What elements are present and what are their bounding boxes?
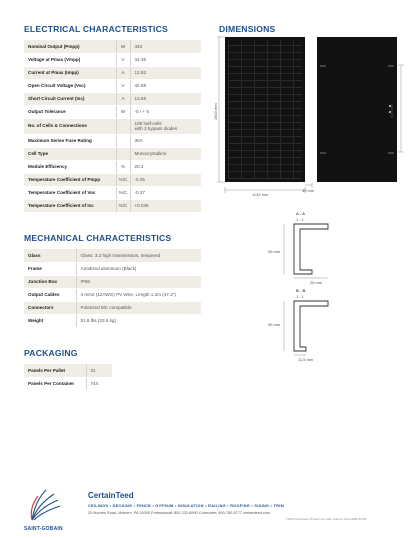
spec-value: 744 [86, 377, 112, 390]
spec-label: No. of Cells & Connections [24, 118, 116, 134]
spec-label: Temperature Coefficient of Isc [24, 199, 116, 212]
mechanical-characteristics-heading: MECHANICAL CHARACTERISTICS [24, 233, 172, 243]
spec-label: Output Tolerance [24, 105, 116, 118]
spec-unit: A [116, 92, 130, 105]
spec-value: 12.82 [130, 66, 201, 79]
spec-label: Weight [24, 314, 76, 327]
spec-value-line: 108 half-cells [134, 120, 162, 126]
electrical-characteristics-heading: ELECTRICAL CHARACTERISTICS [24, 24, 168, 34]
dimensions-heading: DIMENSIONS [219, 24, 276, 34]
section-bb-height-label: 35 mm [268, 322, 281, 327]
spec-label: Maximum Series Fuse Rating [24, 134, 116, 147]
section-bb-scale: 1 : 1 [296, 294, 304, 299]
section-bb-width-label: 11.5 mm [298, 357, 314, 362]
spec-label: Module Efficiency [24, 160, 116, 173]
panel-height-label: 1903 mm [213, 103, 218, 120]
spec-unit: % [116, 160, 130, 173]
product-tagline: CEILINGS • DECKING • FENCE • GYPSUM • INSULATION • RAILING • ROOFING • SIDING • TRIM [88, 504, 285, 508]
contact-address: 20 Moores Road, Malvern, PA 19355 Professional: 800-233-8990 Consumer: 800-782-8777 certainteed.com [88, 511, 271, 515]
spec-value: 20.4 [130, 160, 201, 173]
section-aa-label: A - A [296, 211, 306, 216]
spec-value-line: with 3 bypass diodes [134, 126, 178, 131]
panel-width-label: 1134 mm [252, 192, 269, 197]
spec-value: 4 mm2 (12AWG) PV Wire, Length 1.2m (47.2") [76, 288, 201, 301]
spec-value: 42.88 [130, 79, 201, 92]
packaging-heading: PACKAGING [24, 348, 78, 358]
spec-unit: V [116, 53, 130, 66]
spec-unit: V [116, 79, 130, 92]
spec-label: Cell Type [24, 147, 116, 160]
spec-label: Temperature Coefficient of Voc [24, 186, 116, 199]
panel-depth-label: 35 mm [302, 188, 315, 193]
spec-unit: %/C [116, 173, 130, 186]
spec-label: Output Cables [24, 288, 76, 301]
saint-gobain-wordmark: SAINT-GOBAIN [24, 526, 63, 532]
section-bb-label: B - B [296, 288, 306, 293]
mount-spacing-label: 800 mm [389, 103, 394, 118]
frame-profile-aa [270, 222, 340, 282]
spec-label: Open Circuit Voltage (Voc) [24, 79, 116, 92]
spec-value: 440 [130, 40, 201, 53]
spec-unit: %/C [116, 186, 130, 199]
spec-value: 31 [86, 364, 112, 377]
section-aa-scale: 1 : 1 [296, 217, 304, 222]
spec-label: Junction Box [24, 275, 76, 288]
spec-label: Temperature Coefficient of Pmpp [24, 173, 116, 186]
spec-value: Glass: 3.2 high transmission, tempered [76, 249, 201, 262]
spec-value: Polarized MC compatible [76, 301, 201, 314]
spec-label: Current at Pmax (Impp) [24, 66, 116, 79]
spec-label: Nominal Output (Pmpp) [24, 40, 116, 53]
spec-value: +0.045 [130, 199, 201, 212]
spec-value: 30A [130, 134, 201, 147]
spec-value: Anodized aluminum (Black) [76, 262, 201, 275]
spec-value: -0.35 [130, 173, 201, 186]
spec-unit: A [116, 66, 130, 79]
spec-label: Voltage at Pmax (Vmpp) [24, 53, 116, 66]
section-aa-height-label: 35 mm [268, 249, 281, 254]
spec-value: 34.35 [130, 53, 201, 66]
footer [0, 478, 416, 538]
spec-label: Glass [24, 249, 76, 262]
spec-value: -0.27 [130, 186, 201, 199]
spec-unit: W [116, 40, 130, 53]
frame-profile-bb [270, 299, 340, 359]
saint-gobain-logo-icon [24, 486, 64, 526]
spec-label: Short Circuit Current (Isc) [24, 92, 116, 105]
spec-unit: %/C [116, 199, 130, 212]
spec-label: Frame [24, 262, 76, 275]
spec-label: Panels Per Pallet [24, 364, 86, 377]
spec-label: Connectors [24, 301, 76, 314]
spec-unit: W [116, 105, 130, 118]
spec-value: IP68 [76, 275, 201, 288]
legal-notice: ©2023 CertainTeed, Printed in the USA, Code No. 00-11-0985-00-596 [286, 518, 367, 521]
spec-value: -0 / + 5 [130, 105, 201, 118]
spec-label: Panels Per Container [24, 377, 86, 390]
brand-name: CertainTeed [88, 491, 134, 500]
spec-value: 51.8 lbs (23.5 kg) [76, 314, 201, 327]
spec-value: 13.66 [130, 92, 201, 105]
spec-value: Monocrystalline [130, 147, 201, 160]
section-aa-width-label: 28 mm [310, 280, 323, 285]
